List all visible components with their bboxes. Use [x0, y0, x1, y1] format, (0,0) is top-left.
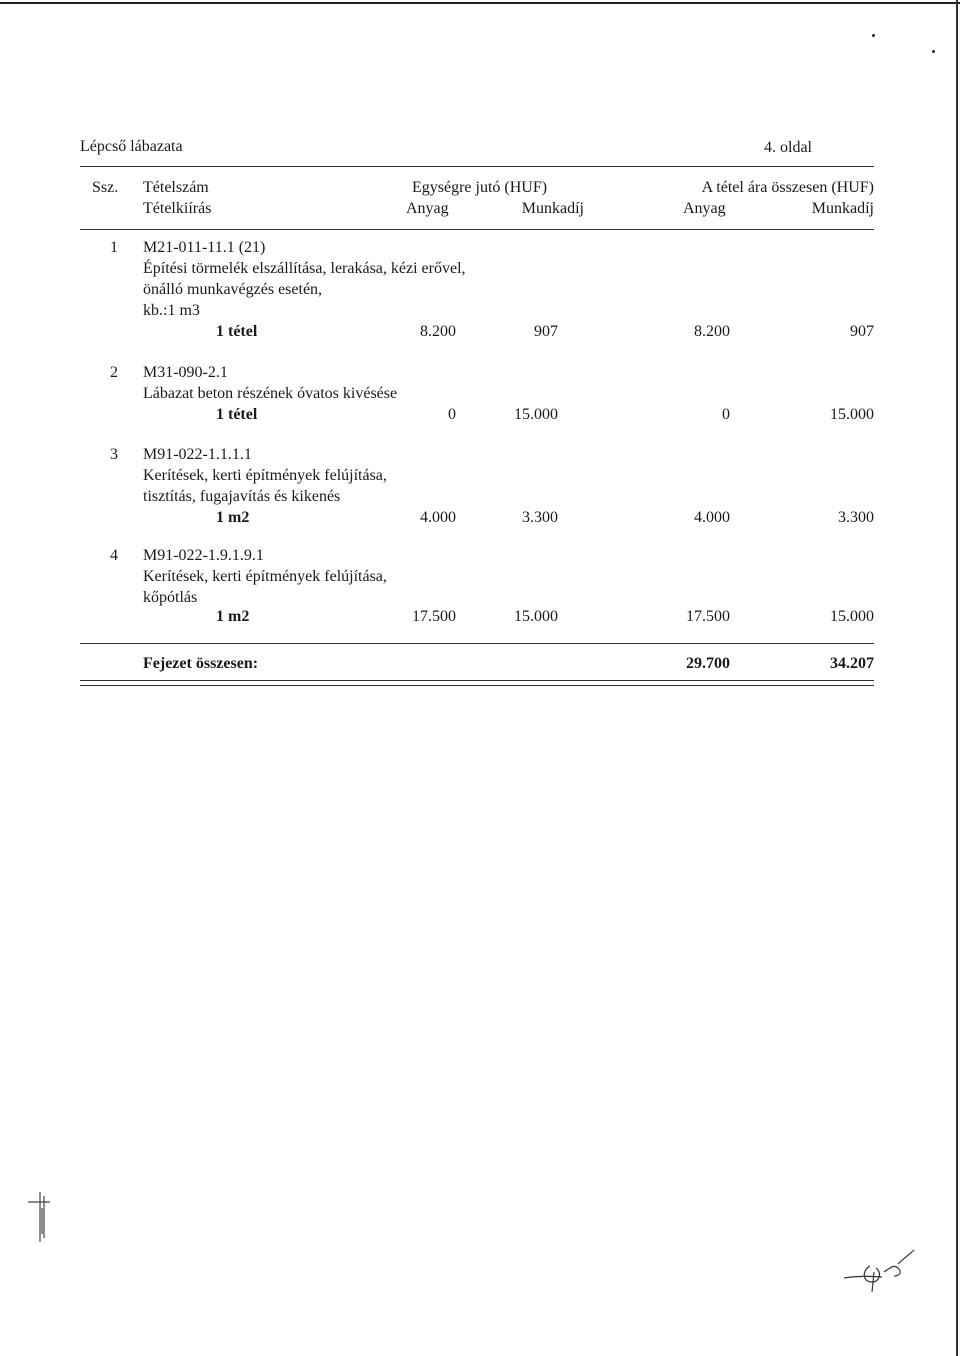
- summary-bottom-rule: [80, 680, 874, 686]
- item-description-line: tisztítás, fugajavítás és kikenés: [143, 488, 341, 505]
- col-tetelkiiras: Tételkiírás: [143, 200, 212, 217]
- item-number: 2: [110, 364, 118, 381]
- item-total-munkadij: 15.000: [830, 406, 874, 423]
- item-total-munkadij: 907: [850, 323, 874, 340]
- item-unit-munkadij: 15.000: [514, 608, 558, 625]
- col-tetelszam: Tételszám: [143, 179, 209, 196]
- item-number: 4: [110, 547, 118, 564]
- col-ssz: Ssz.: [92, 179, 119, 196]
- item-quantity: 1 m2: [216, 608, 250, 625]
- item-number: 3: [110, 446, 118, 463]
- header-rule: [80, 166, 874, 167]
- item-number: 1: [110, 239, 118, 256]
- item-description-line: Építési törmelék elszállítása, lerakása, kézi erővel,: [143, 260, 466, 277]
- page-title: Lépcső lábazata: [80, 138, 183, 155]
- item-unit-anyag: 17.500: [412, 608, 456, 625]
- column-header-rule: [80, 229, 874, 230]
- scan-speck: [932, 50, 935, 53]
- item-total-munkadij: 3.300: [838, 509, 874, 526]
- scan-edge-top: [0, 2, 960, 4]
- item-quantity: 1 tétel: [216, 323, 258, 340]
- scan-artifact-mark: [20, 1188, 60, 1248]
- item-total-munkadij: 15.000: [830, 608, 874, 625]
- item-total-anyag: 17.500: [686, 608, 730, 625]
- item-code: M31-090-2.1: [143, 364, 228, 381]
- item-description-line: kb.:1 m3: [143, 302, 200, 319]
- col-unit-anyag: Anyag: [406, 200, 449, 217]
- item-code: M91-022-1.9.1.9.1: [143, 547, 264, 564]
- item-description-line: kőpótlás: [143, 589, 198, 606]
- signature-mark: [838, 1246, 918, 1296]
- item-unit-munkadij: 15.000: [514, 406, 558, 423]
- summary-top-rule: [80, 643, 874, 644]
- item-code: M91-022-1.1.1.1: [143, 446, 252, 463]
- item-unit-anyag: 4.000: [420, 509, 456, 526]
- item-total-anyag: 0: [722, 406, 730, 423]
- scan-edge-right: [956, 0, 958, 1356]
- scan-speck: [872, 34, 875, 37]
- page-number: 4. oldal: [764, 139, 812, 156]
- item-description-line: önálló munkavégzés esetén,: [143, 281, 323, 298]
- col-total-munkadij: Munkadíj: [811, 200, 874, 217]
- item-total-anyag: 4.000: [694, 509, 730, 526]
- item-code: M21-011-11.1 (21): [143, 239, 266, 256]
- item-unit-anyag: 0: [448, 406, 456, 423]
- summary-total-anyag: 29.700: [686, 655, 730, 672]
- col-total-group: A tétel ára összesen (HUF): [701, 179, 874, 196]
- summary-label: Fejezet összesen:: [143, 655, 259, 672]
- item-description-line: Lábazat beton részének óvatos kivésése: [143, 385, 398, 402]
- item-quantity: 1 m2: [216, 509, 250, 526]
- item-unit-munkadij: 907: [534, 323, 558, 340]
- item-total-anyag: 8.200: [694, 323, 730, 340]
- item-description-line: Kerítések, kerti építmények felújítása,: [143, 568, 387, 585]
- item-description-line: Kerítések, kerti építmények felújítása,: [143, 467, 387, 484]
- item-quantity: 1 tétel: [216, 406, 258, 423]
- item-unit-munkadij: 3.300: [522, 509, 558, 526]
- col-unit-group: Egységre jutó (HUF): [412, 179, 548, 196]
- col-unit-munkadij: Munkadíj: [521, 200, 584, 217]
- summary-total-munkadij: 34.207: [830, 655, 874, 672]
- col-total-anyag: Anyag: [683, 200, 726, 217]
- item-unit-anyag: 8.200: [420, 323, 456, 340]
